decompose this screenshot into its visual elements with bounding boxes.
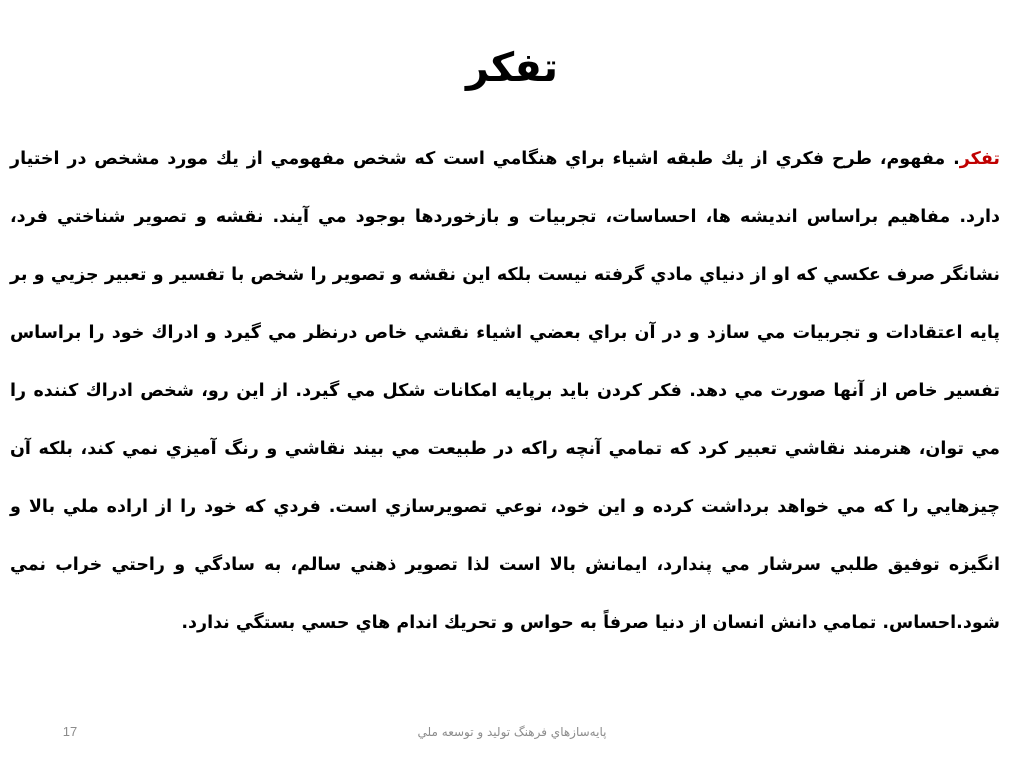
slide-body-text	[10, 130, 1014, 652]
footer-caption: پايه‌سازهاي فرهنگ توليد و توسعه ملي	[417, 725, 607, 739]
page-number: 17	[62, 724, 78, 739]
slide-title: تفكر	[466, 45, 558, 91]
keyword-highlight: تفكر	[959, 149, 1000, 169]
paragraph-text: . مفهوم، طرح فكري از يك طبقه اشياء براي هنگامي است كه شخص مفهومي از يك مورد مشخص در اختيار دارد. مفاهيم براساس انديشه ها، احساسات، تجربيات و بازخوردها بوجود مي آيند. نقشه و تصوير شناختي فرد، نشانگر صرف عكسي كه او از دنياي مادي گرفته نيست بلكه اين نقشه و تصوير را شخص با تفسير و تعبير جزيي و بر پايه اعتقادات و تجربيات مي سازد و در آن براي بعضي اشياء نقشي خاص درنظر مي گيرد و ادراك خود را براساس تفسير خاص از آنها صورت مي دهد. فكر كردن بايد برپايه امكانات شكل مي گيرد. از اين رو، شخص ادراك كننده را مي توان، هنرمند نقاشي تعبير كرد كه تمامي آنچه راكه در طبيعت مي بيند نقاشي و رنگ آميزي نمي كند، بلكه آن چيزهايي را كه مي خواهد برداشت كرده و اين خود، نوعي تصويرسازي است. فردي كه خود را از اراده ملي بالا و انگيزه توفيق طلبي سرشار مي پندارد، ايمانش بالا است لذا تصوير ذهني سالم، به سادگي و راحتي خراب نمي شود.احساس. تمامي دانش انسان از دنيا صرفاً به حواس و تحريك اندام هاي حسي بستگي ندارد.	[10, 149, 1000, 633]
